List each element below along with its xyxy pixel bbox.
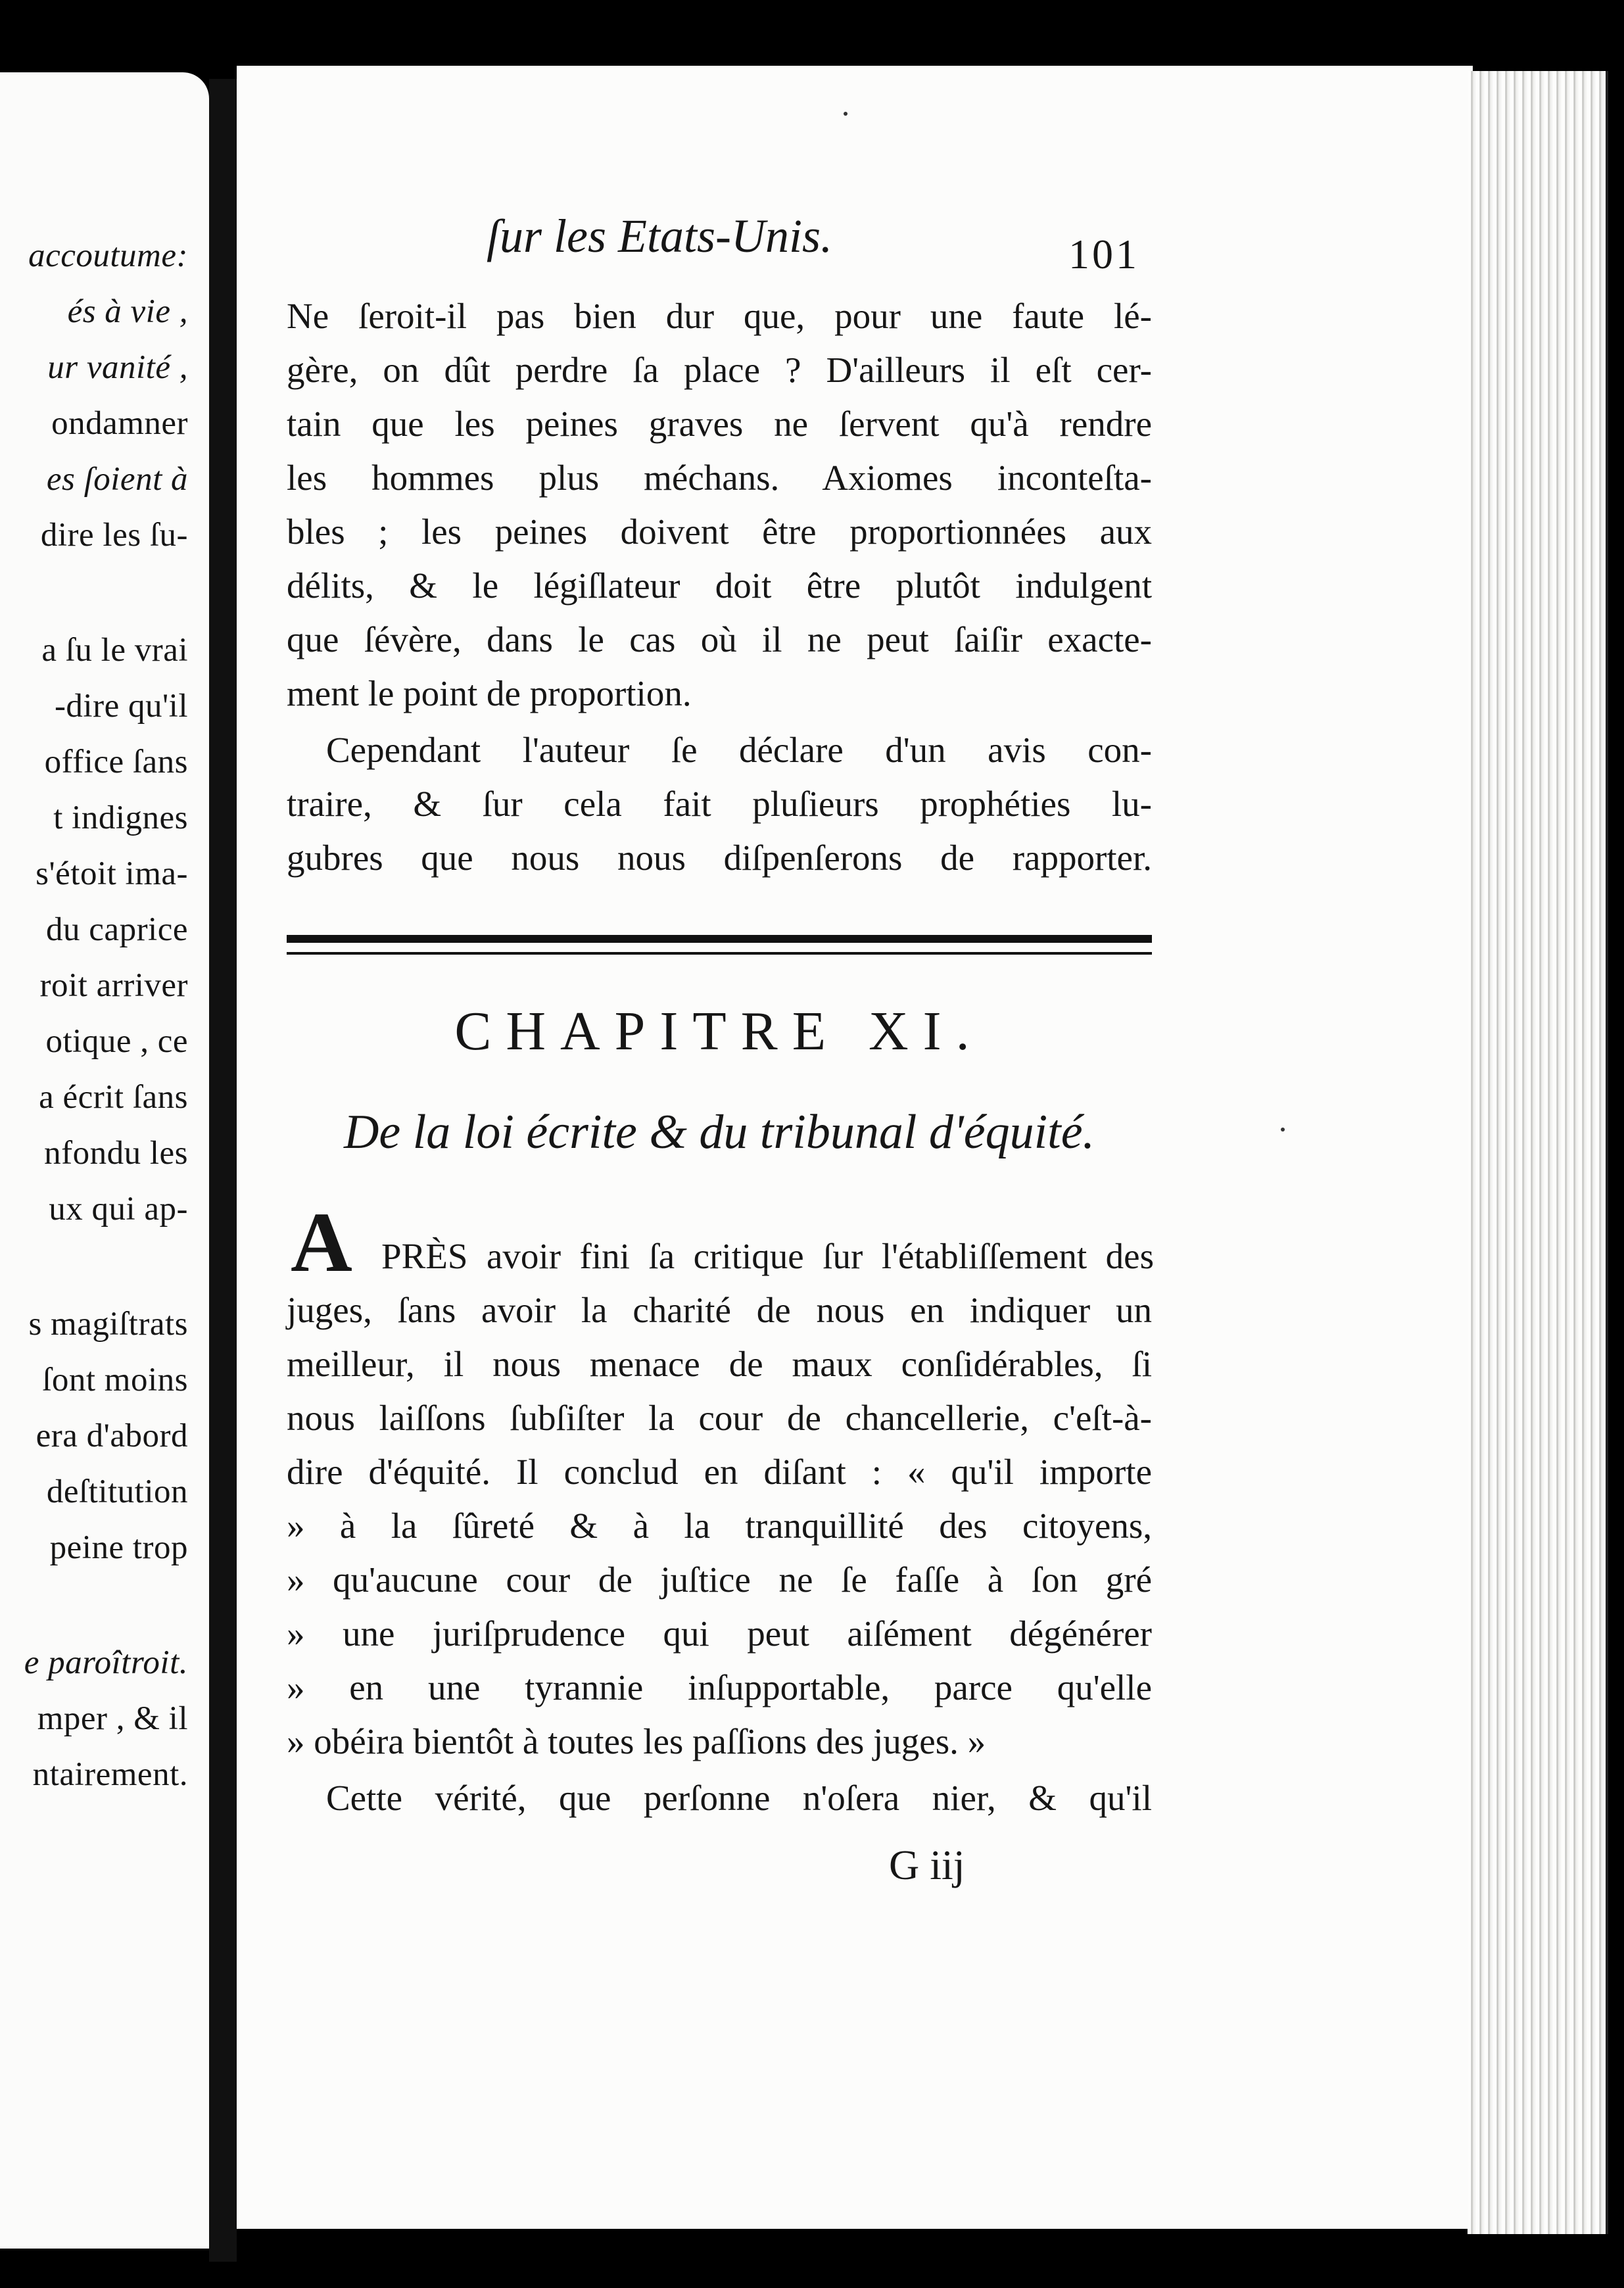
- body-line: traire, & ſur cela fait pluſieurs prophéties lu-: [287, 784, 1152, 824]
- body-line: ment le point de proportion.: [287, 673, 692, 713]
- body-line: Cependant l'auteur ſe déclare d'un avis con-: [326, 730, 1152, 770]
- page-number: 101: [1068, 231, 1139, 277]
- left-page-line: office ſans: [44, 744, 188, 780]
- body-line: bles ; les peines doivent être proportionnées aux: [287, 512, 1152, 552]
- left-page-line: ondamner: [51, 405, 188, 442]
- body-line: » obéira bientôt à toutes les paſſions des juges. »: [287, 1721, 986, 1761]
- section-rule-thick: [287, 935, 1152, 943]
- section-rule-thin: [287, 952, 1152, 955]
- body-line: meilleur, il nous menace de maux conſidérables, ſi: [287, 1344, 1152, 1384]
- body-line: juges, ſans avoir la charité de nous en indiquer un: [287, 1290, 1152, 1330]
- body-line: » à la ſûreté & à la tranquillité des citoyens,: [287, 1506, 1152, 1546]
- left-page-line: dire les ſu-: [40, 517, 188, 554]
- body-line: » en une tyrannie inſupportable, parce qu'elle: [287, 1667, 1152, 1707]
- body-line: nous laiſſons ſubſiſter la cour de chancellerie, c'eſt-à-: [287, 1398, 1152, 1438]
- left-page-line: es ſoient à: [46, 461, 188, 498]
- body-line: Cette vérité, que perſonne n'oſera nier, & qu'il: [326, 1778, 1152, 1818]
- left-page-line: roit arriver: [39, 967, 188, 1004]
- left-page-line: ux qui ap-: [49, 1191, 188, 1227]
- left-page-line: -dire qu'il: [54, 688, 188, 725]
- left-page-line: t indignes: [53, 799, 188, 836]
- left-page-line: e paroîtroit.: [24, 1644, 188, 1681]
- left-page-line: otique , ce: [45, 1023, 188, 1060]
- chapter-subtitle: De la loi écrite & du tribunal d'équité.: [343, 1105, 1095, 1159]
- left-page-line: ſont moins: [42, 1362, 188, 1398]
- left-page-line: mper , & il: [37, 1700, 188, 1737]
- body-line: délits, & le légiſlateur doit être plutôt indulgent: [287, 565, 1152, 606]
- left-page: [0, 72, 209, 2249]
- left-page-line: du caprice: [46, 911, 188, 948]
- left-page-line: és à vie ,: [67, 293, 188, 330]
- left-page-line: accoutume:: [28, 237, 188, 274]
- print-speck: [1281, 1128, 1285, 1132]
- body-line: » qu'aucune cour de juſtice ne ſe faſſe à ſon gré: [287, 1560, 1152, 1600]
- body-line: que ſévère, dans le cas où il ne peut ſaiſir exacte-: [287, 619, 1152, 659]
- left-page-line: deſtitution: [46, 1473, 188, 1510]
- body-line: les hommes plus méchans. Axiomes inconteſta-: [287, 458, 1152, 498]
- body-line: gère, on dût perdre ſa place ? D'ailleurs il eſt cer-: [287, 350, 1152, 390]
- left-page-line: era d'abord: [36, 1418, 188, 1454]
- body-line: tain que les peines graves ne ſervent qu'à rendre: [287, 404, 1152, 444]
- chapter-title: CHAPITRE XI.: [454, 1001, 984, 1062]
- left-page-line: ur vanité ,: [47, 349, 188, 386]
- body-line: Ne ſeroit-il pas bien dur que, pour une faute lé-: [287, 296, 1152, 336]
- body-line: dire d'équité. Il conclud en diſant : « qu'il importe: [287, 1452, 1152, 1492]
- print-speck: [844, 112, 848, 116]
- left-page-line: s magiſtrats: [28, 1306, 188, 1343]
- body-line: » une juriſprudence qui peut aiſément dégénérer: [287, 1613, 1152, 1654]
- left-page-line: a écrit ſans: [39, 1079, 188, 1116]
- book-gutter: [209, 79, 237, 2262]
- drop-cap: A: [291, 1195, 352, 1290]
- body-line: gubres que nous nous diſpenſerons de rapporter.: [287, 838, 1152, 878]
- left-page-line: a ſu le vrai: [41, 632, 188, 669]
- signature-mark: G iij: [889, 1842, 965, 1888]
- left-page-line: peine trop: [49, 1529, 188, 1566]
- running-head-title: ſur les Etats-Unis.: [487, 210, 833, 262]
- page-edges: [1468, 71, 1608, 2234]
- body-line: PRÈS avoir fini ſa critique ſur l'établiſſement des: [381, 1236, 1154, 1276]
- left-page-line: ntairement.: [32, 1756, 188, 1793]
- left-page-line: s'étoit ima-: [36, 855, 188, 892]
- left-page-line: nfondu les: [44, 1135, 188, 1172]
